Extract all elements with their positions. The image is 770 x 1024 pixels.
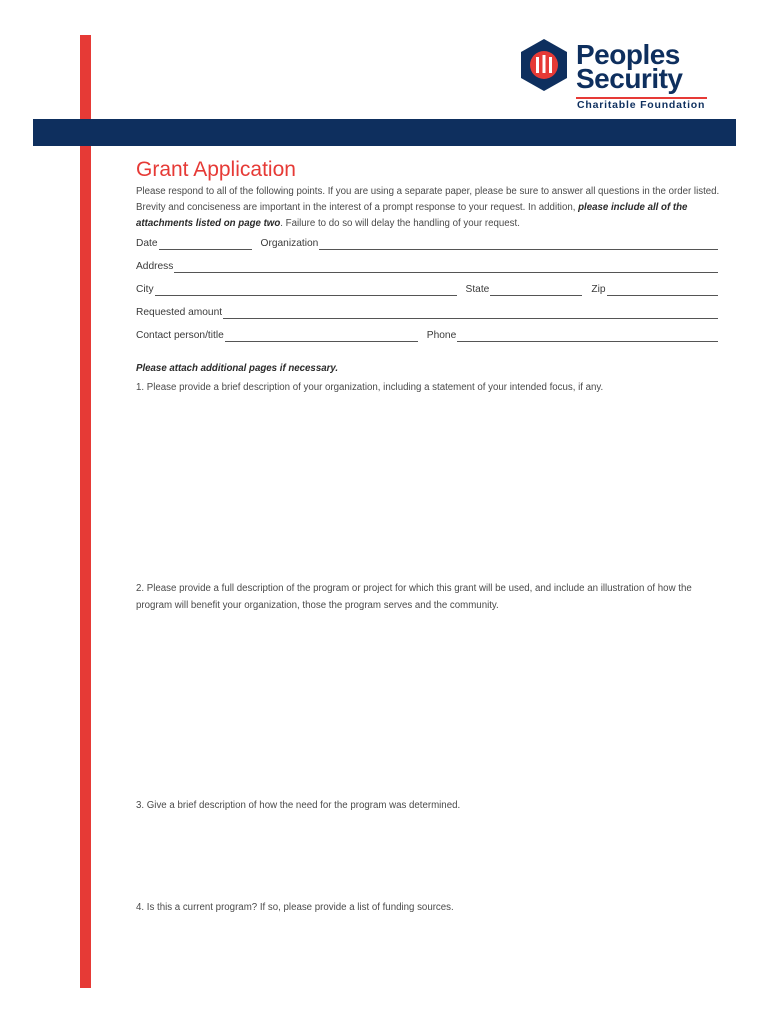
question-2: 2. Please provide a full description of the program or project for which this grant will be used, and include an illustration of how the program will benefit your organization, those the program serves and the community. xyxy=(136,583,692,611)
address-row xyxy=(136,259,719,273)
question-1: 1. Please provide a brief description of your organization, including a statement of your intended focus, if any. xyxy=(136,382,604,393)
question-3: 3. Give a brief description of how the need for the program was determined. xyxy=(136,800,461,811)
phone-field[interactable] xyxy=(457,330,718,342)
header-band xyxy=(33,119,736,146)
page-title: Grant Application xyxy=(136,158,296,181)
question-4: 4. Is this a current program? If so, please provide a list of funding sources. xyxy=(136,902,454,913)
state-field[interactable] xyxy=(490,284,582,296)
red-accent-bar xyxy=(80,35,91,988)
requested-amount-field[interactable] xyxy=(223,307,718,319)
organization-field[interactable] xyxy=(319,238,718,250)
logo-hexagon-icon xyxy=(519,38,569,92)
attach-note: Please attach additional pages if necessary. xyxy=(136,363,339,374)
peoples-security-logo xyxy=(519,36,711,116)
zip-label: Zip xyxy=(591,284,606,295)
requested-amount-label: Requested amount xyxy=(136,307,223,318)
date-field[interactable] xyxy=(159,238,252,250)
date-organization-row xyxy=(136,236,719,250)
intro-text: Please respond to all of the following points. If you are using a separate paper, please be sure to answer all questions in the order listed. Brevity and conciseness are important in the interest of a prompt response to your request. In addition, xyxy=(136,186,720,213)
phone-label: Phone xyxy=(426,330,457,341)
logo-subtitle: Charitable Foundation xyxy=(577,99,706,111)
requested-amount-row xyxy=(136,305,719,319)
city-label: City xyxy=(136,284,154,295)
contact-person-field[interactable] xyxy=(225,330,418,342)
zip-field[interactable] xyxy=(607,284,719,296)
city-field[interactable] xyxy=(155,284,457,296)
contact-phone-row xyxy=(136,328,719,342)
date-label: Date xyxy=(136,238,158,249)
organization-label: Organization xyxy=(260,238,319,249)
intro-emphasis: please include all of the attachments listed on page two xyxy=(136,202,688,229)
city-state-zip-row xyxy=(136,282,719,296)
address-label: Address xyxy=(136,261,174,272)
intro-tail: . Failure to do so will delay the handling of your request. xyxy=(280,218,520,229)
contact-person-label: Contact person/title xyxy=(136,330,224,341)
state-label: State xyxy=(465,284,490,295)
address-field[interactable] xyxy=(174,261,718,273)
logo-word-peoples: Peoples xyxy=(576,39,680,70)
intro-paragraph xyxy=(136,184,726,232)
logo-word-security: Security xyxy=(576,63,683,94)
